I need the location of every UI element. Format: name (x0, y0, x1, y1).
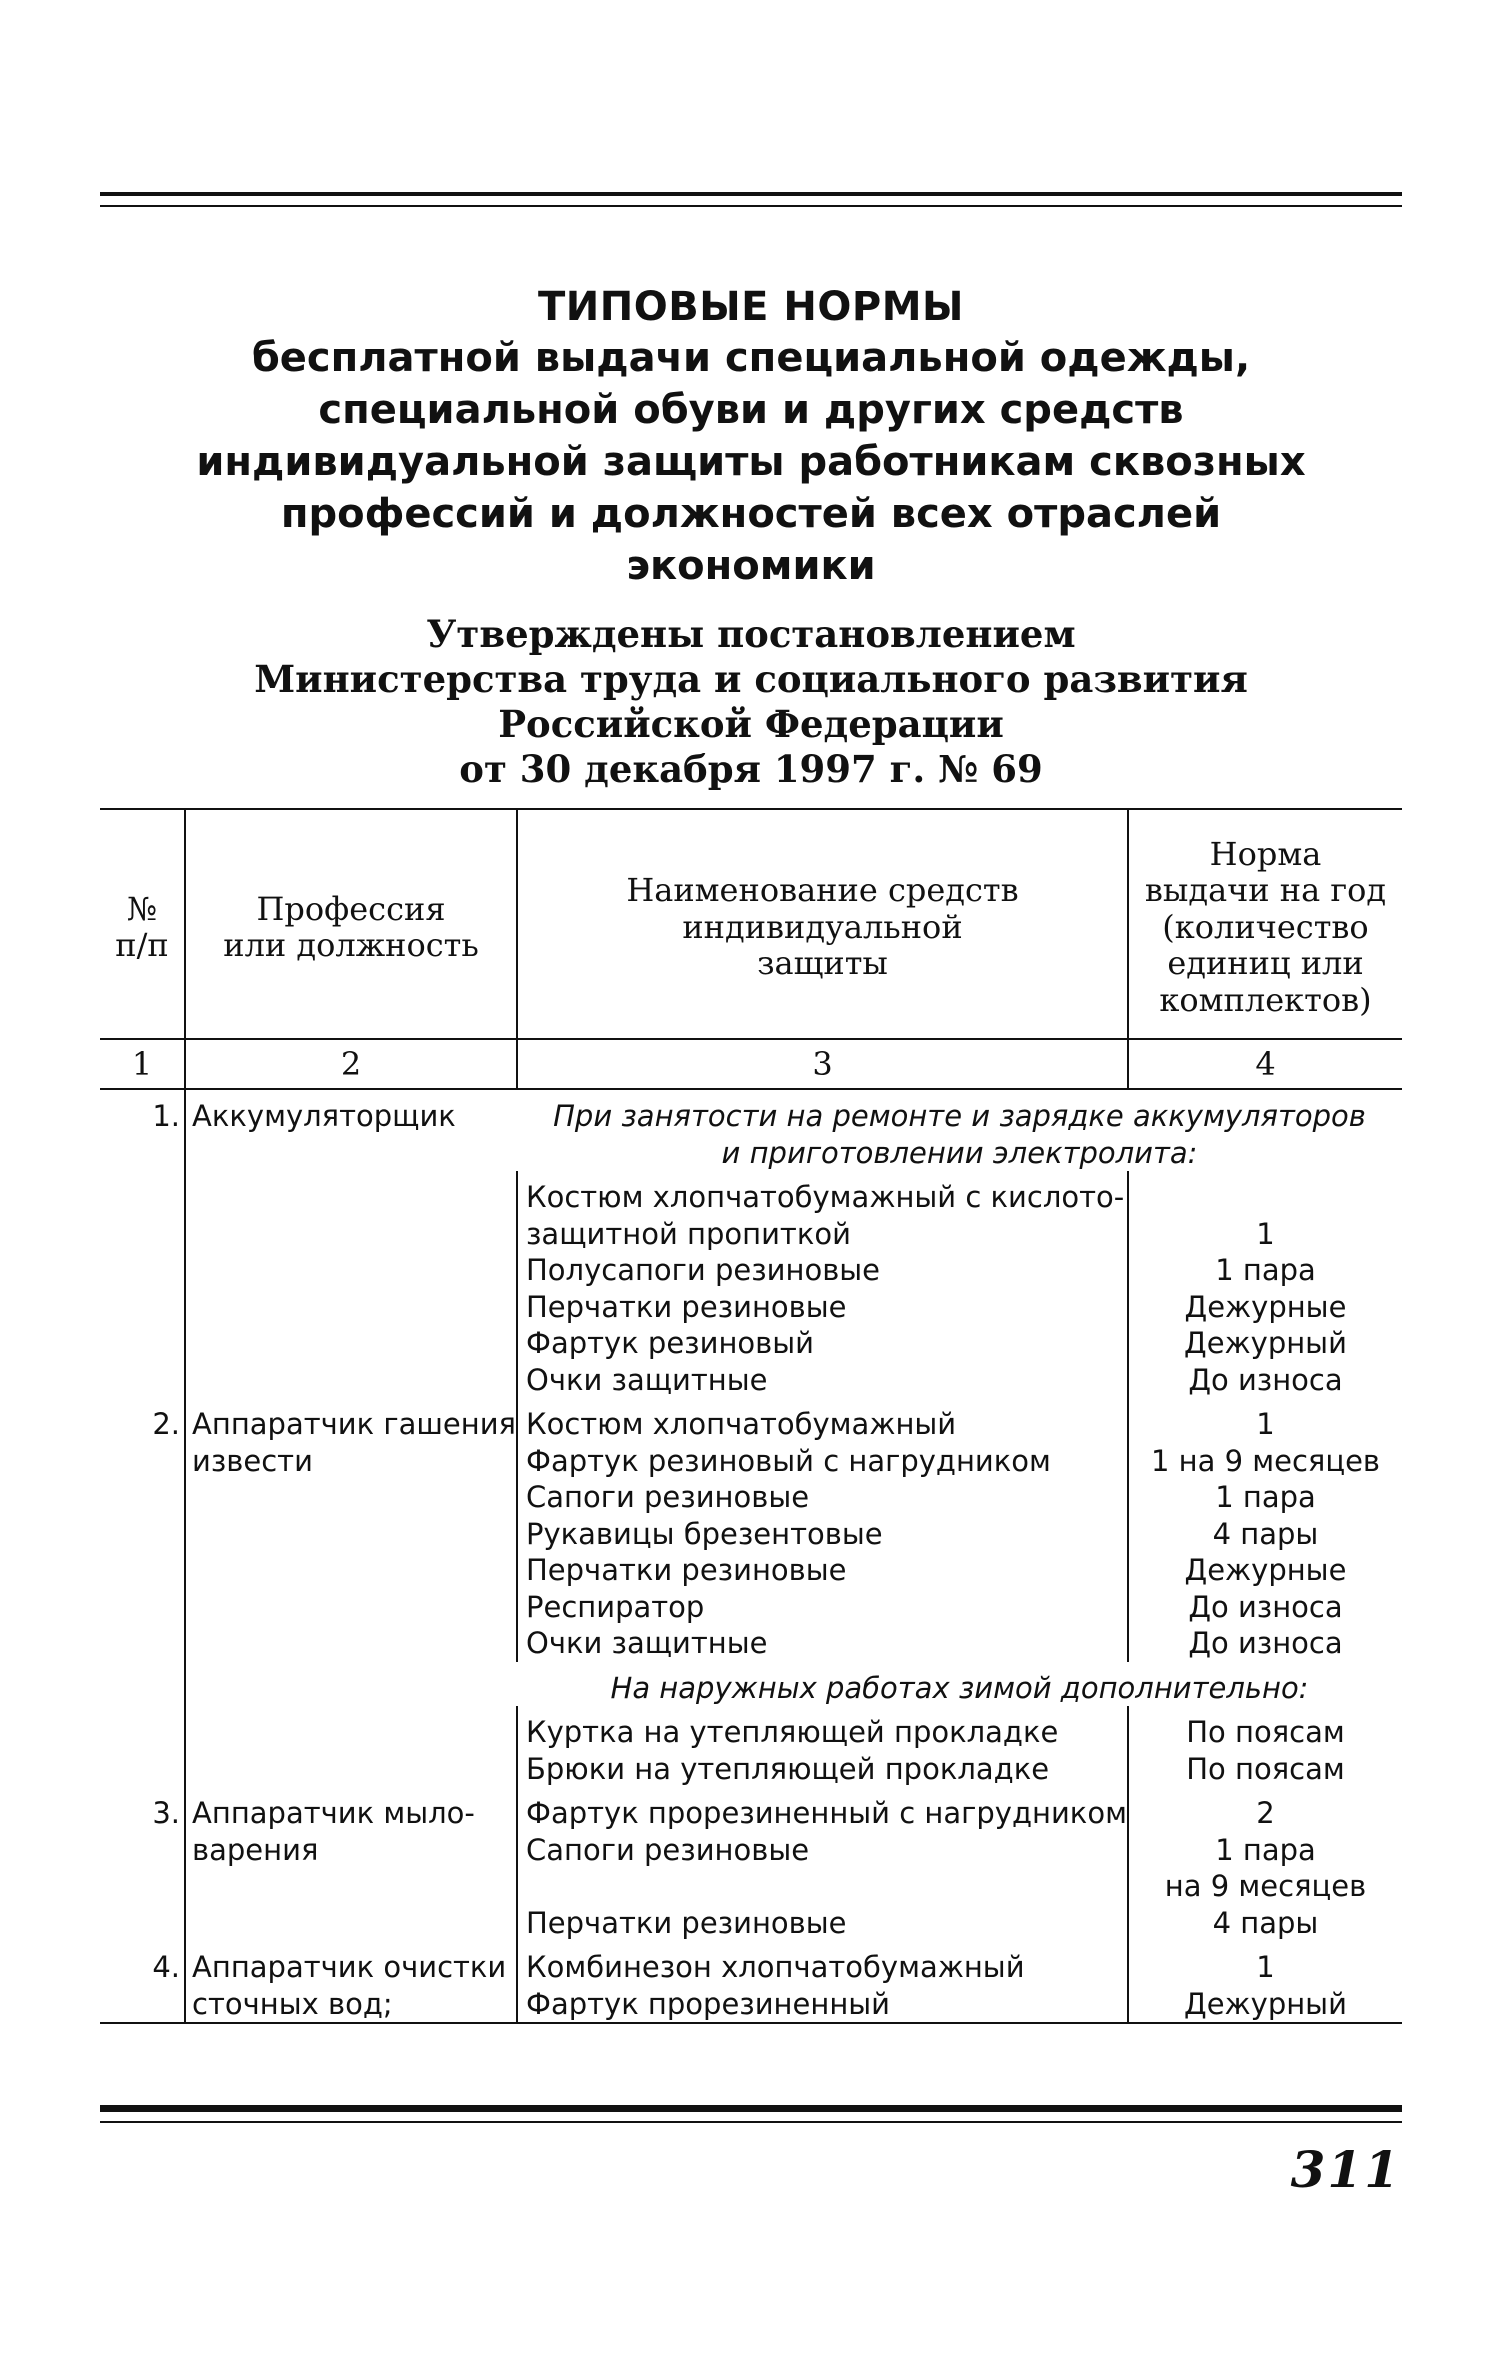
subtitle-line: индивидуальной защиты работникам сквозных (196, 439, 1306, 485)
row-qty: 1 1 на 9 месяцев 1 пара 4 пары Дежурные До износа До износа (1128, 1398, 1402, 1662)
header-item: Наименование средств индивидуальной защиты (517, 809, 1128, 1039)
approval-line: Российской Федерации (498, 702, 1004, 746)
approval-line: от 30 декабря 1997 г. № 69 (459, 747, 1043, 791)
row-items: Куртка на утепляющей прокладке Брюки на утепляющей прокладке (517, 1706, 1128, 1787)
row-items: Комбинезон хлопчатобумажный Фартук прорезиненный (517, 1941, 1128, 2023)
subtitle-line: бесплатной выдачи специальной одежды, (251, 335, 1251, 381)
column-number: 3 (517, 1039, 1128, 1089)
row-items: Костюм хлопчатобумажный Фартук резиновый с нагрудником Сапоги резиновые Рукавицы брезентовые Перчатки резиновые Респиратор Очки защитные (517, 1398, 1128, 1662)
row-qty: 2 1 пара на 9 месяцев 4 пары (1128, 1787, 1402, 1941)
table-row (100, 1398, 1402, 1662)
approval-line: Министерства труда и социального развития (254, 657, 1248, 701)
row-items: Фартук прорезиненный с нагрудником Сапоги резиновые Перчатки резиновые (517, 1787, 1128, 1941)
column-number-row (100, 1039, 1402, 1089)
row-qty: По поясам По поясам (1128, 1706, 1402, 1787)
norms-table (100, 808, 1402, 2024)
column-number: 4 (1128, 1039, 1402, 1089)
document-title: ТИПОВЫЕ НОРМЫ (538, 284, 964, 330)
subtitle-line: специальной обуви и других средств (318, 387, 1184, 433)
document-title-block (100, 282, 1402, 592)
top-rule-thick (100, 192, 1402, 196)
approval-block (100, 612, 1402, 792)
column-number: 2 (185, 1039, 517, 1089)
table-row (100, 1941, 1402, 2023)
row-profession: Аппаратчик очистки сточных вод; (185, 1941, 517, 2023)
subtitle-line: экономики (626, 543, 876, 589)
bottom-rule-thin (100, 2121, 1402, 2123)
row-profession: Аппаратчик гашения извести (185, 1398, 517, 1787)
table-row (100, 1787, 1402, 1941)
row-profession: Аккумуляторщик (185, 1089, 517, 1398)
header-profession: Профессия или должность (185, 809, 517, 1039)
row-qty: 1 1 пара Дежурные Дежурный До износа (1128, 1171, 1402, 1398)
row-number: 1. (152, 1099, 181, 1133)
row-number: 4. (100, 1941, 185, 2023)
approval-line: Утверждены постановлением (426, 612, 1076, 656)
top-rule-thin (100, 205, 1402, 207)
row-number: 3. (152, 1796, 181, 1830)
row-note: При занятости на ремонте и зарядке аккумуляторов и приготовлении электролита: (553, 1099, 1366, 1170)
header-norm: Норма выдачи на год (количество единиц или комплектов) (1128, 809, 1402, 1039)
row-note: На наружных работах зимой дополнительно: (610, 1670, 1309, 1705)
column-number: 1 (100, 1039, 185, 1089)
row-qty: 1 Дежурный (1128, 1941, 1402, 2023)
row-profession: Аппаратчик мыло- варения (185, 1787, 517, 1941)
page-number: 311 (1290, 2140, 1401, 2199)
header-row (100, 809, 1402, 1039)
row-items: Костюм хлопчатобумажный с кислото- защитной пропиткой Полусапоги резиновые Перчатки резиновые Фартук резиновый Очки защитные (517, 1171, 1128, 1398)
table-row (100, 1089, 1402, 1171)
bottom-rule-thick (100, 2105, 1402, 2112)
subtitle-line: профессий и должностей всех отраслей (280, 491, 1222, 537)
row-number: 2. (152, 1407, 181, 1441)
header-num: № п/п (100, 809, 185, 1039)
